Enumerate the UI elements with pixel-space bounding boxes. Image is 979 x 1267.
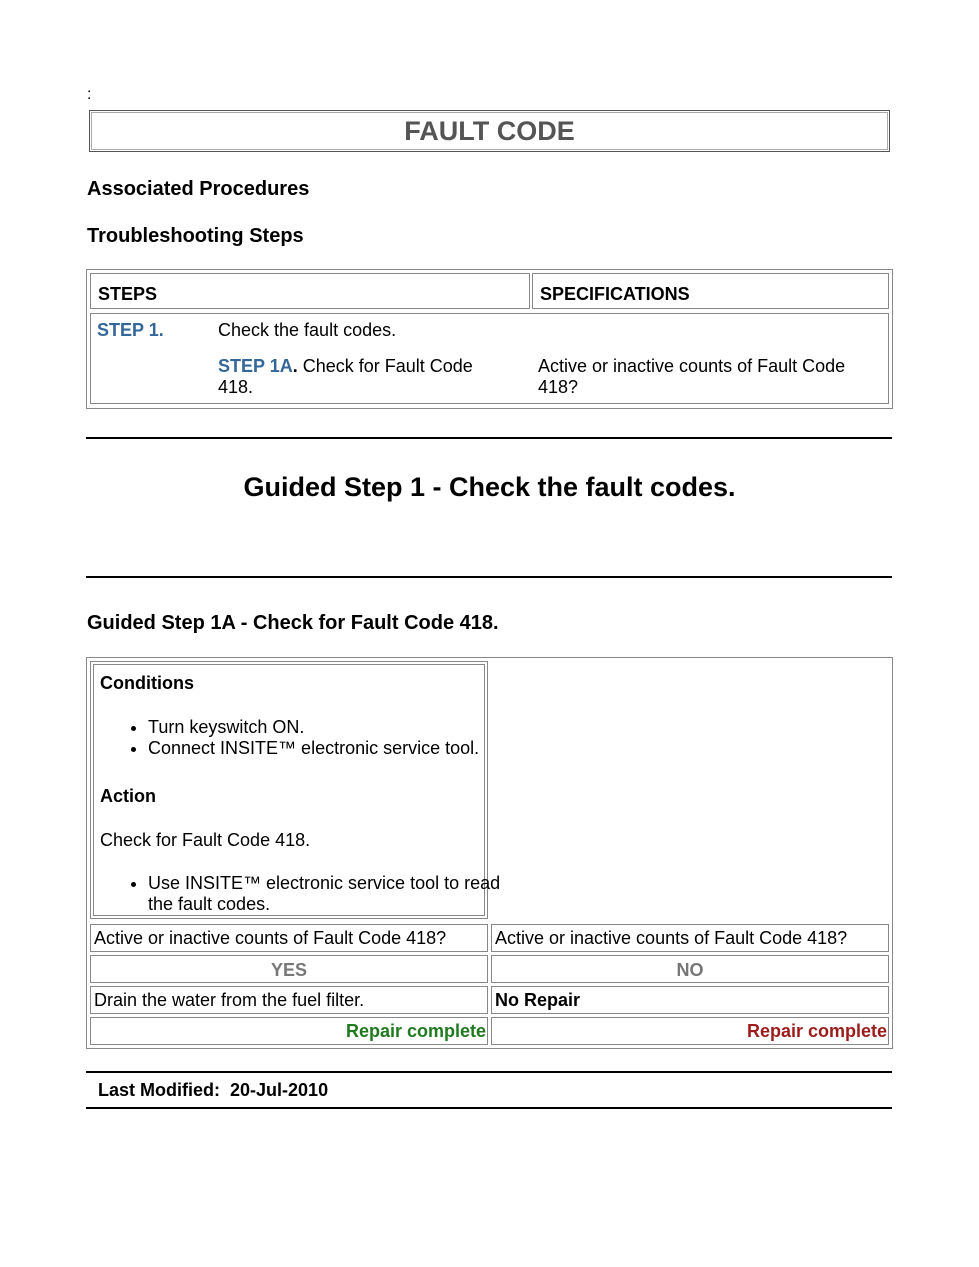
steps-body	[90, 313, 889, 404]
associated-procedures-heading: Associated Procedures	[87, 178, 310, 200]
no-action: No Repair	[491, 986, 889, 1014]
condition-item: • Connect INSITE™ electronic service tool.	[148, 738, 528, 759]
guided-step1-title: Guided Step 1 - Check the fault codes.	[243, 472, 736, 502]
no-label: NO	[491, 955, 889, 983]
condition-item: • Turn keyswitch ON.	[148, 717, 528, 738]
troubleshooting-steps-heading: Troubleshooting Steps	[87, 225, 304, 247]
steps-header: STEPS	[90, 273, 530, 309]
action-item: • Use INSITE™ electronic service tool to read the fault codes.	[148, 873, 528, 915]
action-text: Check for Fault Code 418.	[100, 830, 311, 850]
question-right: Active or inactive counts of Fault Code 418?	[491, 924, 889, 952]
conditions-list	[100, 717, 528, 759]
yes-result: Repair complete	[90, 1017, 488, 1045]
step1a-text: Check for Fault Code 418.	[218, 356, 473, 397]
page-title: FAULT CODE	[89, 110, 890, 152]
steps-table	[86, 269, 893, 409]
yes-action: Drain the water from the fuel filter.	[90, 986, 488, 1014]
footer-top-rule	[86, 1071, 892, 1073]
last-modified-label: Last Modified:	[98, 1080, 220, 1100]
divider-1	[86, 437, 892, 439]
header-colon: :	[87, 86, 92, 103]
yes-label: YES	[90, 955, 488, 983]
specifications-header: SPECIFICATIONS	[532, 273, 889, 309]
step1-link[interactable]: STEP 1.	[97, 320, 164, 340]
step1a-row	[218, 356, 508, 398]
action-list	[100, 873, 528, 915]
step1a-spec: Active or inactive counts of Fault Code 418?	[538, 356, 846, 397]
step1-text: Check the fault codes.	[218, 320, 397, 340]
conditions-label: Conditions	[100, 673, 194, 693]
last-modified	[98, 1080, 328, 1101]
question-left: Active or inactive counts of Fault Code 418?	[90, 924, 488, 952]
footer-bottom-rule	[86, 1107, 892, 1109]
guided-step1a-table	[86, 657, 893, 1049]
conditions-action-box	[90, 661, 501, 919]
step1a-link[interactable]: STEP 1A	[218, 356, 293, 376]
no-result: Repair complete	[491, 1017, 889, 1045]
step1a-dot: .	[292, 356, 298, 376]
last-modified-date: 20-Jul-2010	[230, 1080, 329, 1100]
action-label: Action	[100, 786, 156, 806]
divider-2	[86, 576, 892, 578]
guided-step1a-title: Guided Step 1A - Check for Fault Code 418.	[87, 612, 499, 634]
